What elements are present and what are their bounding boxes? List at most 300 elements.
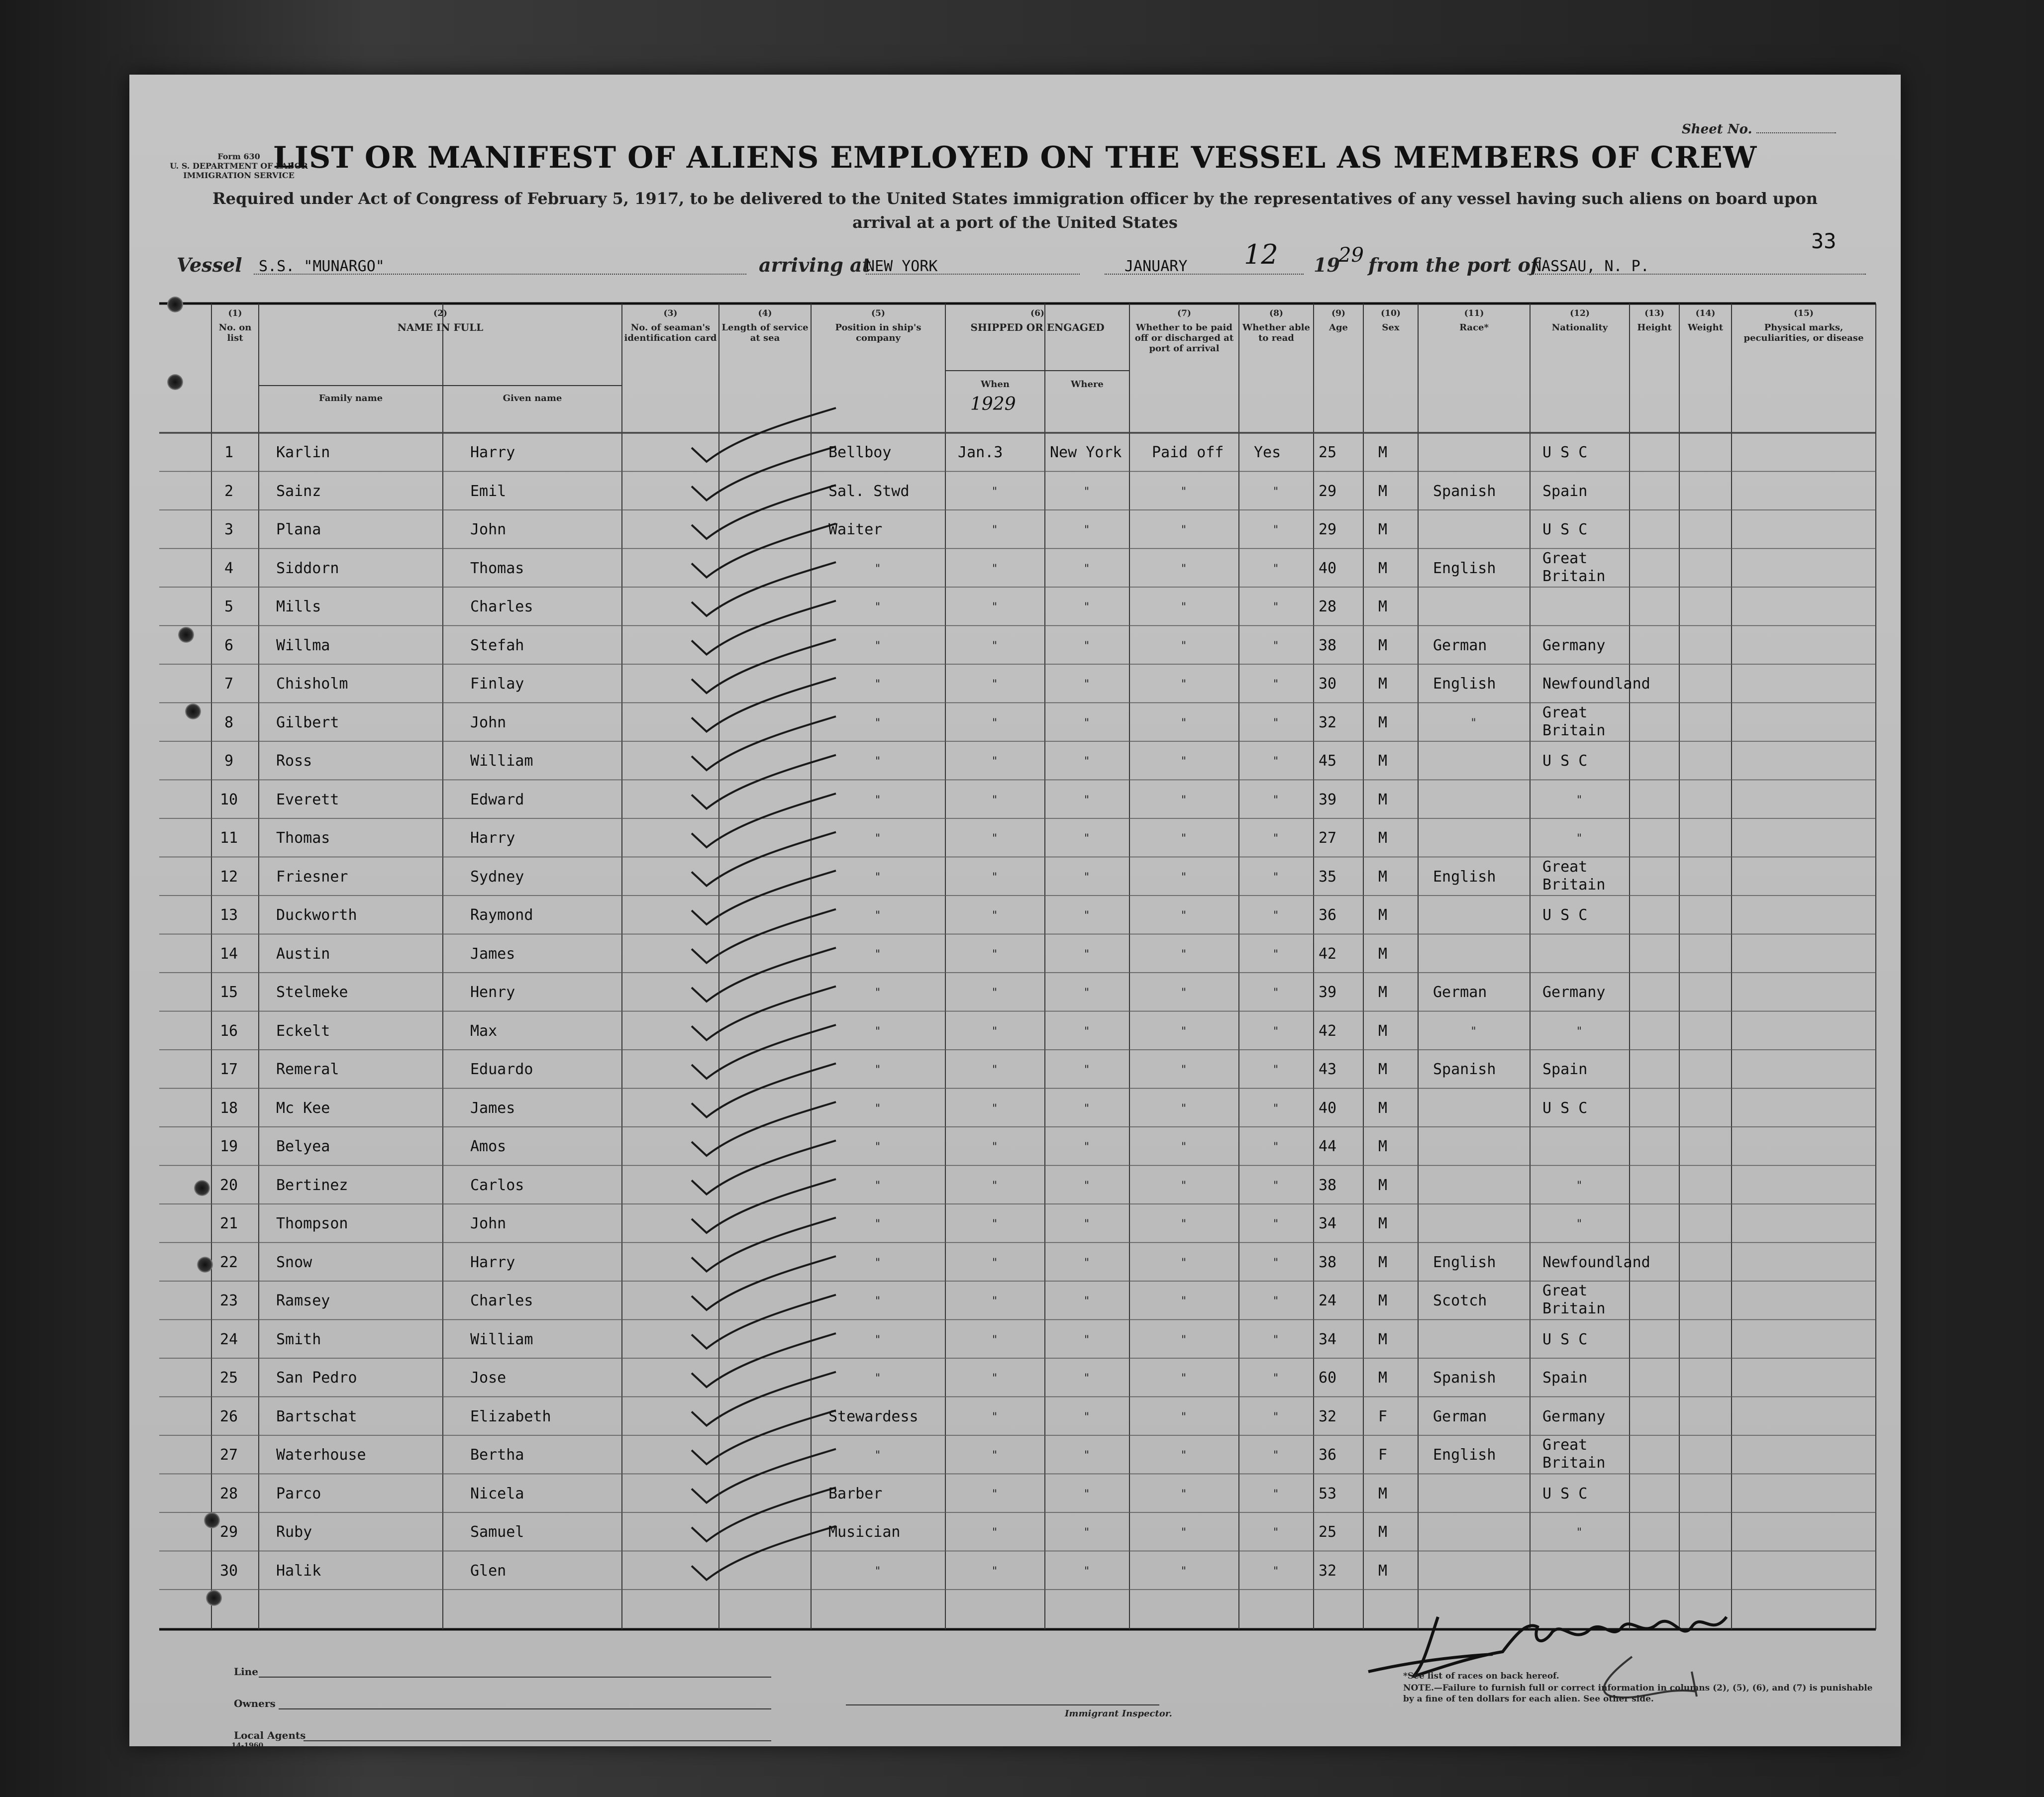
cell-sex: M (1378, 1292, 1388, 1309)
cell-age: 39 (1319, 984, 1337, 1001)
service-name: IMMIGRATION SERVICE (183, 171, 295, 180)
cell-no: 1 (224, 444, 234, 461)
cell-read: " (1273, 1218, 1279, 1230)
cell-position: " (875, 1256, 881, 1269)
cell-read: " (1273, 1295, 1279, 1307)
cell-paid: Paid off (1152, 444, 1224, 461)
cell-when: " (992, 562, 998, 575)
cell-family: Everett (276, 791, 339, 808)
cell-no: 17 (219, 1061, 238, 1078)
cell-read: " (1273, 1410, 1279, 1423)
immigrant-inspector-label: Immigrant Inspector. (1065, 1708, 1172, 1719)
cell-age: 40 (1319, 559, 1337, 577)
cell-when: " (992, 639, 998, 652)
cell-paid: " (1181, 1218, 1187, 1230)
cell-no: 9 (224, 752, 234, 770)
cell-nationality: Great Britain (1542, 1282, 1606, 1317)
cell-where: " (1084, 1025, 1090, 1038)
cell-paid: " (1181, 639, 1187, 652)
cell-sex: M (1378, 482, 1388, 500)
cell-paid: " (1181, 755, 1187, 768)
penalty-note: NOTE.—Failure to furnish full or correct information in columns (2), (5), (6), and (7) is punishable by a fine of ten dollars for each alien. See other side. (1403, 1683, 1873, 1704)
cell-read: " (1273, 1333, 1279, 1346)
column-number: (4) (758, 308, 772, 318)
cell-position: " (875, 832, 881, 845)
cell-when: " (992, 716, 998, 729)
cell-no: 24 (219, 1330, 238, 1348)
cell-when: " (992, 1025, 998, 1038)
cell-nationality: U S C (1542, 1099, 1588, 1117)
cell-sex: M (1378, 1369, 1388, 1387)
cell-when: " (992, 485, 998, 498)
cell-when: " (992, 1410, 998, 1423)
cell-given: Samuel (470, 1523, 524, 1541)
cell-position: " (875, 871, 881, 884)
cell-family: Halik (276, 1562, 321, 1580)
cell-paid: " (1181, 794, 1187, 806)
cell-no: 12 (219, 868, 238, 886)
cell-given: Harry (470, 1253, 515, 1271)
column-header: Sex (1382, 322, 1400, 333)
column-number: (8) (1269, 308, 1283, 318)
cell-no: 18 (219, 1099, 238, 1117)
cell-given: Nicela (470, 1485, 524, 1502)
cell-position: Musician (828, 1523, 901, 1541)
cell-no: 11 (219, 829, 238, 847)
cell-when: " (992, 1141, 998, 1153)
cell-where: " (1084, 948, 1090, 961)
cell-nationality: Great Britain (1542, 858, 1606, 894)
cell-given: Glen (470, 1562, 507, 1580)
cell-sex: M (1378, 791, 1388, 808)
cell-no: 16 (219, 1022, 238, 1040)
cell-nationality: Spain (1542, 1061, 1588, 1078)
column-number: (11) (1464, 308, 1484, 318)
cell-position: " (875, 1102, 881, 1115)
cell-age: 34 (1319, 1215, 1337, 1232)
cell-position: Barber (828, 1485, 883, 1502)
column-header: Age (1329, 322, 1348, 333)
cell-age: 36 (1319, 906, 1337, 924)
cell-read: " (1273, 524, 1279, 536)
cell-sex: M (1378, 1523, 1388, 1541)
cell-read: " (1273, 1526, 1279, 1539)
race-footnote: *See list of races on back hereof. (1403, 1671, 1559, 1681)
cell-given: Jose (470, 1369, 507, 1387)
cell-family: San Pedro (276, 1369, 357, 1387)
cell-nationality: U S C (1542, 444, 1588, 461)
cell-paid: " (1181, 1565, 1187, 1578)
binder-hole (178, 627, 194, 643)
cell-family: Thompson (276, 1215, 348, 1232)
year-prefix: 19 (1314, 254, 1340, 276)
cell-race: Spanish (1433, 482, 1496, 500)
cell-nationality: " (1577, 1025, 1582, 1038)
cell-given: Eduardo (470, 1061, 533, 1078)
cell-nationality: " (1577, 1179, 1582, 1192)
cell-paid: " (1181, 1488, 1187, 1500)
cell-where: " (1084, 601, 1090, 613)
cell-no: 22 (219, 1253, 238, 1271)
cell-when: " (992, 794, 998, 806)
cell-age: 36 (1319, 1446, 1337, 1464)
column-number: (1) (228, 308, 242, 318)
cell-family: Friesner (276, 868, 348, 886)
cell-sex: M (1378, 945, 1388, 963)
cell-family: Thomas (276, 829, 330, 847)
binder-hole (194, 1180, 210, 1196)
cell-sex: M (1378, 521, 1388, 538)
cell-family: Willma (276, 636, 330, 654)
arriving-label: arriving at (759, 254, 871, 276)
cell-race: Spanish (1433, 1369, 1496, 1387)
cell-position: " (875, 1372, 881, 1385)
cell-age: 40 (1319, 1099, 1337, 1117)
cell-sex: M (1378, 829, 1388, 847)
cell-where: " (1084, 1295, 1090, 1307)
cell-when: " (992, 1526, 998, 1539)
cell-read: " (1273, 909, 1279, 922)
cell-position: " (875, 755, 881, 768)
column-number: (3) (663, 308, 678, 318)
cell-position: " (875, 1295, 881, 1307)
cell-age: 35 (1319, 868, 1337, 886)
cell-no: 21 (219, 1215, 238, 1232)
cell-age: 38 (1319, 636, 1337, 654)
cell-when: " (992, 1333, 998, 1346)
arrival-month: JANUARY (1124, 258, 1188, 275)
cell-sex: M (1378, 1061, 1388, 1078)
cell-sex: M (1378, 636, 1388, 654)
cell-read: " (1273, 562, 1279, 575)
cell-when: " (992, 1488, 998, 1500)
cell-given: John (470, 713, 507, 731)
cell-nationality: U S C (1542, 1330, 1588, 1348)
cell-race: English (1433, 559, 1496, 577)
cell-nationality: Germany (1542, 1407, 1606, 1425)
cell-sex: M (1378, 1485, 1388, 1502)
cell-when: " (992, 1449, 998, 1462)
cell-sex: M (1378, 598, 1388, 615)
from-port-label: from the port of (1368, 254, 1539, 276)
column-header: Given name (503, 393, 562, 403)
binder-hole (197, 1257, 213, 1273)
line-label: Line (234, 1666, 258, 1678)
cell-sex: F (1378, 1407, 1388, 1425)
cell-read: " (1273, 601, 1279, 613)
cell-position: " (875, 1565, 881, 1578)
cell-read: " (1273, 716, 1279, 729)
cell-sex: M (1378, 752, 1388, 770)
cell-position: " (875, 678, 881, 691)
cell-where: " (1084, 639, 1090, 652)
cell-given: Edward (470, 791, 524, 808)
cell-where: " (1084, 1064, 1090, 1076)
form-number: Form 630 (217, 152, 260, 161)
column-header: Whether able to read (1242, 322, 1310, 343)
column-number: (6) (1030, 308, 1044, 318)
cell-family: Plana (276, 521, 321, 538)
column-number: (7) (1177, 308, 1191, 318)
cell-where: " (1084, 1256, 1090, 1269)
cell-where: " (1084, 1565, 1090, 1578)
cell-position: " (875, 639, 881, 652)
cell-where: " (1084, 1449, 1090, 1462)
cell-nationality: " (1577, 794, 1582, 806)
cell-age: 25 (1319, 444, 1337, 461)
cell-given: James (470, 1099, 515, 1117)
cell-where: New York (1050, 444, 1122, 461)
cell-paid: " (1181, 601, 1187, 613)
cell-where: " (1084, 1526, 1090, 1539)
cell-read: " (1273, 832, 1279, 845)
manifest-sheet (129, 75, 1901, 1750)
cell-nationality: U S C (1542, 906, 1588, 924)
cell-race: English (1433, 868, 1496, 886)
cell-read: " (1273, 1372, 1279, 1385)
cell-when: " (992, 1218, 998, 1230)
cell-when: " (992, 832, 998, 845)
arriving-port: NEW YORK (866, 258, 938, 275)
cell-family: Parco (276, 1485, 321, 1502)
department-name: U. S. DEPARTMENT OF LABOR (170, 161, 308, 171)
column-header: Race* (1459, 322, 1489, 333)
cell-paid: " (1181, 485, 1187, 498)
cell-when: " (992, 1295, 998, 1307)
cell-nationality: Great Britain (1542, 703, 1606, 739)
agents-label: Local Agents (234, 1729, 306, 1741)
cell-where: " (1084, 832, 1090, 845)
cell-family: Smith (276, 1330, 321, 1348)
binder-hole (185, 703, 201, 719)
cell-position: " (875, 948, 881, 961)
cell-age: 28 (1319, 598, 1337, 615)
cell-nationality: Newfoundland (1542, 675, 1650, 693)
cell-family: Gilbert (276, 713, 339, 731)
form-code: 14-1960 (231, 1742, 264, 1750)
cell-where: " (1084, 485, 1090, 498)
cell-when: " (992, 948, 998, 961)
cell-sex: M (1378, 1176, 1388, 1194)
cell-read: " (1273, 1565, 1279, 1578)
cell-family: Bartschat (276, 1407, 357, 1425)
cell-nationality: Germany (1542, 636, 1606, 654)
cell-race: Spanish (1433, 1061, 1496, 1078)
cell-family: Ramsey (276, 1292, 330, 1309)
cell-family: Ross (276, 752, 312, 770)
cell-position: " (875, 1025, 881, 1038)
cell-where: " (1084, 1410, 1090, 1423)
cell-nationality: Spain (1542, 1369, 1588, 1387)
shipped-year: 1929 (970, 394, 1016, 414)
cell-nationality: Great Britain (1542, 549, 1606, 585)
cell-read: " (1273, 794, 1279, 806)
cell-paid: " (1181, 1102, 1187, 1115)
column-header: Length of service at sea (721, 322, 809, 343)
cell-paid: " (1181, 1372, 1187, 1385)
column-number: (15) (1794, 308, 1814, 318)
cell-family: Mills (276, 598, 321, 615)
cell-sex: F (1378, 1446, 1388, 1464)
cell-given: John (470, 521, 507, 538)
cell-when: " (992, 1372, 998, 1385)
cell-nationality: " (1577, 1526, 1582, 1539)
document-subtitle: Required under Act of Congress of February 5, 1917, to be delivered to the United States immigration officer by the representatives of any vessel having such aliens on board upon arrival at a port of the United States (212, 189, 1818, 232)
binder-hole (167, 374, 183, 390)
cell-family: Snow (276, 1253, 312, 1271)
cell-read: " (1273, 1449, 1279, 1462)
cell-family: Sainz (276, 482, 321, 500)
cell-position: " (875, 794, 881, 806)
cell-sex: M (1378, 868, 1388, 886)
cell-given: Emil (470, 482, 507, 500)
cell-family: Waterhouse (276, 1446, 366, 1464)
cell-when: " (992, 1565, 998, 1578)
cell-age: 42 (1319, 945, 1337, 963)
cell-paid: " (1181, 562, 1187, 575)
cell-read: " (1273, 1025, 1279, 1038)
cell-read: " (1273, 871, 1279, 884)
cell-read: " (1273, 1488, 1279, 1500)
column-header: Physical marks, peculiarities, or disease (1743, 322, 1864, 343)
cell-paid: " (1181, 909, 1187, 922)
cell-given: Stefah (470, 636, 524, 654)
cell-given: Amos (470, 1138, 507, 1155)
cell-no: 10 (219, 791, 238, 808)
cell-nationality: Germany (1542, 984, 1606, 1001)
cell-where: " (1084, 716, 1090, 729)
cell-given: Henry (470, 984, 515, 1001)
cell-no: 15 (219, 984, 238, 1001)
cell-family: Stelmeke (276, 984, 348, 1001)
cell-nationality: U S C (1542, 752, 1588, 770)
cell-paid: " (1181, 1025, 1187, 1038)
cell-race: English (1433, 1253, 1496, 1271)
cell-where: " (1084, 1141, 1090, 1153)
owners-label: Owners (234, 1697, 276, 1709)
cell-position: Waiter (828, 521, 883, 538)
cell-paid: " (1181, 524, 1187, 536)
cell-paid: " (1181, 832, 1187, 845)
cell-sex: M (1378, 984, 1388, 1001)
cell-age: 32 (1319, 1562, 1337, 1580)
cell-family: Duckworth (276, 906, 357, 924)
cell-sex: M (1378, 675, 1388, 693)
cell-read: " (1273, 755, 1279, 768)
cell-family: Belyea (276, 1138, 330, 1155)
cell-no: 30 (219, 1562, 238, 1580)
cell-where: " (1084, 909, 1090, 922)
check-mark-icon (692, 1526, 836, 1580)
cell-position: " (875, 716, 881, 729)
cell-paid: " (1181, 1256, 1187, 1269)
cell-position: " (875, 1179, 881, 1192)
column-number: (13) (1644, 308, 1664, 318)
cell-read: " (1273, 639, 1279, 652)
cell-when: " (992, 1179, 998, 1192)
cell-where: " (1084, 1179, 1090, 1192)
column-number: (12) (1570, 308, 1590, 318)
cell-age: 38 (1319, 1253, 1337, 1271)
cell-sex: M (1378, 1562, 1388, 1580)
cell-position: Bellboy (828, 444, 892, 461)
column-header: No. on list (218, 322, 252, 343)
column-header: SHIPPED OR ENGAGED (970, 321, 1105, 333)
cell-sex: M (1378, 1138, 1388, 1155)
cell-sex: M (1378, 1253, 1388, 1271)
cell-when: " (992, 1102, 998, 1115)
cell-paid: " (1181, 678, 1187, 691)
cell-paid: " (1181, 1064, 1187, 1076)
cell-given: Finlay (470, 675, 524, 693)
cell-family: Austin (276, 945, 330, 963)
cell-where: " (1084, 755, 1090, 768)
cell-read: " (1273, 1141, 1279, 1153)
cell-age: 45 (1319, 752, 1337, 770)
vessel-label: Vessel (177, 254, 242, 276)
cell-paid: " (1181, 1333, 1187, 1346)
cell-nationality: " (1577, 832, 1582, 845)
cell-age: 39 (1319, 791, 1337, 808)
cell-when: " (992, 601, 998, 613)
cell-age: 34 (1319, 1330, 1337, 1348)
cell-paid: " (1181, 1449, 1187, 1462)
column-header: When (981, 379, 1010, 390)
cell-no: 5 (224, 598, 234, 615)
cell-position: " (875, 562, 881, 575)
cell-position: " (875, 909, 881, 922)
cell-family: Ruby (276, 1523, 312, 1541)
column-header: NAME IN FULL (397, 321, 484, 333)
cell-no: 23 (219, 1292, 238, 1309)
cell-no: 7 (224, 675, 234, 693)
cell-read: Yes (1254, 444, 1281, 461)
cell-paid: " (1181, 987, 1187, 999)
cell-position: " (875, 1064, 881, 1076)
cell-given: William (470, 752, 533, 770)
cell-given: Harry (470, 444, 515, 461)
cell-age: 32 (1319, 713, 1337, 731)
cell-where: " (1084, 1102, 1090, 1115)
cell-age: 32 (1319, 1407, 1337, 1425)
cell-given: Harry (470, 829, 515, 847)
cell-given: Charles (470, 598, 533, 615)
cell-nationality: U S C (1542, 521, 1588, 538)
cell-when: " (992, 678, 998, 691)
cell-when: " (992, 987, 998, 999)
column-header: Height (1637, 322, 1672, 333)
cell-no: 4 (224, 559, 234, 577)
cell-read: " (1273, 678, 1279, 691)
cell-age: 44 (1319, 1138, 1337, 1155)
column-number: (9) (1331, 308, 1345, 318)
cell-given: Raymond (470, 906, 533, 924)
cell-read: " (1273, 948, 1279, 961)
cell-sex: M (1378, 559, 1388, 577)
cell-given: Max (470, 1022, 498, 1040)
cell-age: 30 (1319, 675, 1337, 693)
cell-age: 24 (1319, 1292, 1337, 1309)
cell-race: " (1471, 716, 1476, 729)
cell-sex: M (1378, 1022, 1388, 1040)
cell-read: " (1273, 1256, 1279, 1269)
cell-family: Eckelt (276, 1022, 330, 1040)
cell-where: " (1084, 1333, 1090, 1346)
cell-when: " (992, 871, 998, 884)
cell-where: " (1084, 562, 1090, 575)
cell-age: 25 (1319, 1523, 1337, 1541)
cell-paid: " (1181, 1410, 1187, 1423)
